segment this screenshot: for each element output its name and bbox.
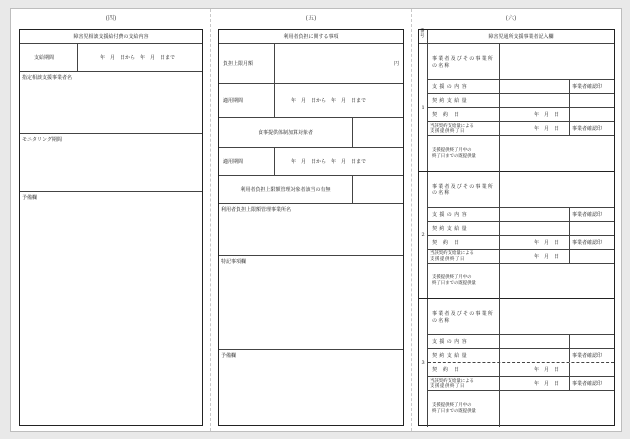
fold-line-2	[411, 9, 412, 431]
confirm-seal-label: 事業者確認印	[572, 126, 603, 132]
group-number-cell	[419, 172, 428, 299]
middle-remarks-label: 予備欄	[221, 353, 237, 359]
provider-row-label-cell	[428, 108, 500, 121]
date-value: 年 月 日	[534, 253, 560, 260]
used-amount-label-2: 終了日までの既提供量	[432, 408, 476, 414]
end-date-label-2: 支援提供終了日	[430, 384, 465, 389]
contract-date-label: 契約日	[432, 112, 466, 118]
contract-date-label: 契約日	[432, 367, 466, 373]
confirm-divider	[569, 108, 570, 121]
provider-groups	[419, 44, 614, 425]
end-date-label-2: 支援提供終了日	[430, 256, 465, 262]
provider-row-label-cell	[428, 94, 500, 107]
period-value: 年 月 日から 年 月 日まで	[100, 55, 176, 61]
provider-group	[419, 299, 614, 427]
contract-amount-label: 契約支給量	[432, 98, 470, 104]
date-value: 年 月 日	[534, 367, 560, 373]
confirm-divider	[569, 80, 570, 93]
office-name-label: 事業者及びその事業所の名称	[432, 183, 495, 196]
designated-office-label: 指定相談支援事業者名	[22, 75, 73, 81]
service-content-label: 支援の内容	[432, 84, 470, 90]
special-notes-row	[219, 256, 403, 350]
provider-row	[428, 349, 614, 363]
confirm-divider	[569, 122, 570, 135]
meal-row	[219, 118, 403, 148]
office-name-label: 事業者及びその事業所の名称	[432, 311, 495, 324]
used-amount-label-1: 支援提供終了月中の	[432, 402, 472, 408]
burden-header: 利用者負担に関する事項	[283, 34, 339, 40]
group-number-cell	[419, 299, 428, 427]
service-content-label: 支援の内容	[432, 211, 470, 218]
confirm-divider	[569, 208, 570, 221]
contract-amount-label: 契約支給量	[432, 225, 470, 232]
used-amount-label-2: 終了日までの既提供量	[432, 281, 476, 287]
provider-row	[428, 208, 614, 222]
applicable-period-value: 年 月 日から 年 月 日まで	[291, 98, 367, 104]
confirm-divider	[569, 377, 570, 390]
benefit-header: 障害児相談支援給付費の支給内容	[73, 34, 149, 40]
provider-row-label-cell	[428, 222, 500, 235]
date-value: 年 月 日	[534, 239, 560, 246]
provider-row	[428, 80, 614, 94]
provider-row	[428, 391, 614, 427]
date-value: 年 月 日	[534, 126, 560, 132]
provider-row	[428, 222, 614, 236]
provider-group	[419, 44, 614, 172]
confirm-seal-label: 事業者確認印	[572, 211, 603, 218]
provider-row	[428, 108, 614, 122]
cap-mgmt-office-label: 利用者負担上限額管理事業所名	[221, 207, 292, 213]
left-remarks-label: 予備欄	[22, 195, 38, 201]
end-date-label-2: 支援提供終了日	[430, 129, 465, 134]
date-value: 年 月 日	[534, 381, 560, 387]
provider-row-label-cell	[428, 122, 500, 135]
used-amount-label-1: 支援提供終了月中の	[432, 275, 472, 281]
provider-row	[428, 94, 614, 108]
burden-header-row	[219, 30, 403, 44]
used-amount-label-2: 終了日までの既提供量	[432, 153, 476, 159]
special-notes-label: 特記事項欄	[221, 259, 247, 265]
contract-amount-label: 契約支給量	[432, 353, 470, 359]
confirm-seal-label: 事業者確認印	[572, 381, 603, 387]
provider-row-label-cell	[428, 44, 500, 79]
provider-header-row	[419, 30, 614, 44]
period-label: 支給期間	[34, 55, 55, 61]
provider-row-label-cell	[428, 349, 500, 362]
provider-row-label-cell	[428, 208, 500, 221]
provider-row-label-cell	[428, 335, 500, 348]
office-name-label: 事業者及びその事業所の名称	[432, 56, 495, 69]
provider-row-label-cell	[428, 250, 500, 263]
period-row	[20, 44, 202, 72]
confirm-divider	[569, 335, 570, 348]
benefit-table	[19, 29, 203, 426]
end-date-label-1: 当該契約支給量による	[430, 123, 474, 129]
certificate-sheet	[10, 8, 622, 432]
provider-row-label-cell	[428, 299, 500, 334]
cap-mgmt-label: 利用者負担上限額管理対象者該当の有無	[240, 187, 331, 193]
num-col-label: 番号	[420, 29, 425, 39]
group-number: 1	[421, 104, 425, 111]
contract-date-label: 契約日	[432, 239, 466, 246]
used-amount-label-1: 支援提供終了月中の	[432, 147, 472, 153]
confirm-seal-label: 事業者確認印	[572, 239, 603, 246]
provider-row	[428, 377, 614, 391]
provider-header: 障害児通所支援事業者記入欄	[488, 34, 554, 40]
provider-row-label-cell	[428, 80, 500, 93]
designated-office-row	[20, 72, 202, 134]
yen-unit: 円	[393, 61, 399, 67]
confirm-seal-label: 事業者確認印	[572, 353, 603, 359]
provider-row	[428, 250, 614, 264]
panel-label-middle: (五)	[305, 15, 317, 22]
panel-label-left: (四)	[105, 15, 117, 22]
provider-table	[418, 29, 615, 426]
applicable-period2-label: 適用期間	[223, 159, 244, 165]
provider-row	[428, 122, 614, 136]
group-number-cell	[419, 44, 428, 171]
date-value: 年 月 日	[534, 112, 560, 118]
provider-row-label-cell	[428, 363, 500, 376]
benefit-header-row	[20, 30, 202, 44]
cap-mgmt-office-row	[219, 204, 403, 256]
monitoring-row	[20, 134, 202, 192]
provider-row-label-cell	[428, 377, 500, 390]
confirm-divider	[569, 222, 570, 235]
confirm-divider	[569, 349, 570, 362]
confirm-seal-label: 事業者確認印	[572, 84, 603, 90]
provider-row	[428, 335, 614, 349]
end-date-label-1: 当該契約支給量による	[430, 378, 474, 384]
group-number: 2	[421, 232, 425, 239]
confirm-divider	[569, 250, 570, 263]
middle-remarks-row	[219, 350, 403, 425]
confirm-divider	[569, 236, 570, 249]
applicable-period-row	[219, 84, 403, 118]
monitoring-label: モニタリング期間	[22, 137, 62, 143]
confirm-divider	[569, 363, 570, 376]
provider-row	[428, 136, 614, 172]
provider-group	[419, 172, 614, 300]
confirm-divider	[569, 94, 570, 107]
provider-row	[428, 363, 614, 377]
panel-label-right: (六)	[505, 15, 517, 22]
provider-row-label-cell	[428, 136, 500, 172]
service-content-label: 支援の内容	[432, 339, 470, 345]
cap-mgmt-row	[219, 176, 403, 204]
provider-row	[428, 172, 614, 208]
provider-row-label-cell	[428, 264, 500, 300]
provider-row-label-cell	[428, 391, 500, 427]
meal-label: 食事提供体制加算対象者	[257, 130, 313, 136]
fold-line-1	[210, 9, 211, 431]
provider-row-label-cell	[428, 172, 500, 207]
left-remarks-row	[20, 192, 202, 425]
group-number: 3	[421, 359, 425, 366]
end-date-label-1: 当該契約支給量による	[430, 251, 474, 256]
monthly-cap-row	[219, 44, 403, 84]
provider-row	[428, 299, 614, 335]
applicable-period2-row	[219, 148, 403, 176]
burden-table	[218, 29, 404, 426]
provider-row	[428, 264, 614, 300]
provider-row-label-cell	[428, 236, 500, 249]
monthly-cap-label: 負担上限月額	[223, 61, 254, 67]
applicable-period2-value: 年 月 日から 年 月 日まで	[291, 159, 367, 165]
applicable-period-label: 適用期間	[223, 98, 244, 104]
provider-row	[428, 44, 614, 80]
provider-row	[428, 236, 614, 250]
